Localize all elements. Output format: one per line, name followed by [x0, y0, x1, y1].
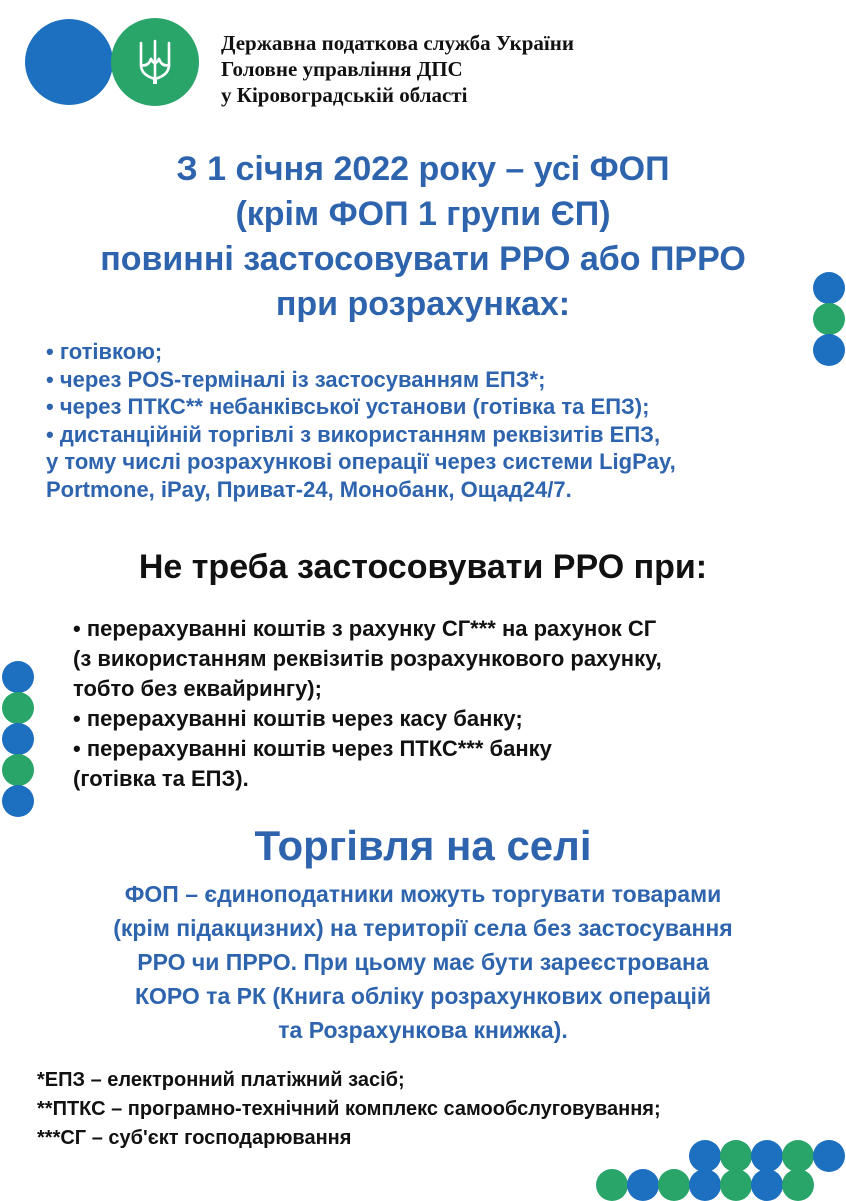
village-line: РРО чи ПРРО. При цьому має бути зареєстрована: [137, 949, 709, 975]
list-item: (готівка та ЕПЗ).: [73, 766, 249, 791]
decor-dot: [2, 754, 34, 786]
no-rro-title: Не треба застосовувати РРО при:: [138, 548, 708, 586]
decor-dot: [2, 661, 34, 693]
list-item: • через POS-терміналі із застосуванням ЕПЗ*;: [46, 366, 546, 392]
footnote: *ЕПЗ – електронний платіжний засіб;: [37, 1069, 405, 1091]
list-item: Portmone, iPay, Приват-24, Монобанк, Ощад24/7.: [46, 476, 572, 502]
decor-dot: [751, 1169, 783, 1201]
headline-line: повинні застосовувати РРО або ПРРО: [100, 240, 746, 278]
village-line: (крім підакцизних) на території села без застосування: [113, 915, 733, 941]
main-headline: [0, 147, 846, 327]
village-line: КОРО та РК (Книга обліку розрахункових операцій: [134, 983, 712, 1009]
decor-dot: [813, 272, 845, 304]
decor-dot: [689, 1169, 721, 1201]
decor-dot: [751, 1140, 783, 1172]
village-title: Торгівля на селі: [254, 822, 592, 869]
decor-dot: [720, 1140, 752, 1172]
decor-dot: [596, 1169, 628, 1201]
organization-name: [221, 30, 574, 108]
decor-dot: [720, 1169, 752, 1201]
list-item: • перерахуванні коштів через ПТКС*** банку: [73, 736, 552, 761]
logo-blue-circle: [25, 19, 113, 105]
list-item: • готівкою;: [46, 339, 163, 364]
decor-dot: [689, 1140, 721, 1172]
decor-dot: [627, 1169, 659, 1201]
trident-icon: [136, 39, 174, 85]
headline-line: при розрахунках:: [275, 285, 571, 323]
decor-dot: [2, 692, 34, 724]
village-line: та Розрахункова книжка).: [278, 1017, 568, 1043]
headline-line: З 1 січня 2022 року – усі ФОП: [176, 150, 670, 188]
decor-dot: [2, 723, 34, 755]
list-item: • дистанційній торгівлі з використанням реквізитів ЕПЗ,: [46, 421, 661, 447]
payments-list: [46, 338, 826, 503]
list-item: • через ПТКС** небанківської установи (готівка та ЕПЗ);: [46, 394, 650, 419]
headline-line: (крім ФОП 1 групи ЄП): [235, 195, 611, 233]
decor-dot: [813, 334, 845, 366]
list-item: тобто без еквайрингу);: [73, 676, 322, 701]
footnote: **ПТКС – програмно-технічний комплекс самообслуговування;: [37, 1098, 661, 1120]
org-line: Державна податкова служба України: [221, 31, 574, 55]
decor-dot: [2, 785, 34, 817]
list-item: у тому числі розрахункові операції через системи LigPay,: [46, 449, 676, 474]
no-rro-list: [73, 614, 833, 794]
decor-dot: [813, 1140, 845, 1172]
decor-dot: [782, 1140, 814, 1172]
org-line: у Кіровоградській області: [221, 83, 468, 107]
list-item: • перерахуванні коштів з рахунку СГ*** на рахунок СГ: [73, 616, 657, 641]
decor-dot: [658, 1169, 690, 1201]
decor-dot: [813, 303, 845, 335]
org-line: Головне управління ДПС: [221, 57, 463, 81]
village-line: ФОП – єдиноподатники можуть торгувати товарами: [124, 881, 722, 907]
village-text: [0, 877, 846, 1047]
list-item: (з використанням реквізитів розрахункового рахунку,: [73, 646, 662, 671]
footnote: ***СГ – суб'єкт господарювання: [37, 1127, 352, 1149]
list-item: • перерахуванні коштів через касу банку;: [73, 706, 523, 731]
decor-dot: [782, 1169, 814, 1201]
